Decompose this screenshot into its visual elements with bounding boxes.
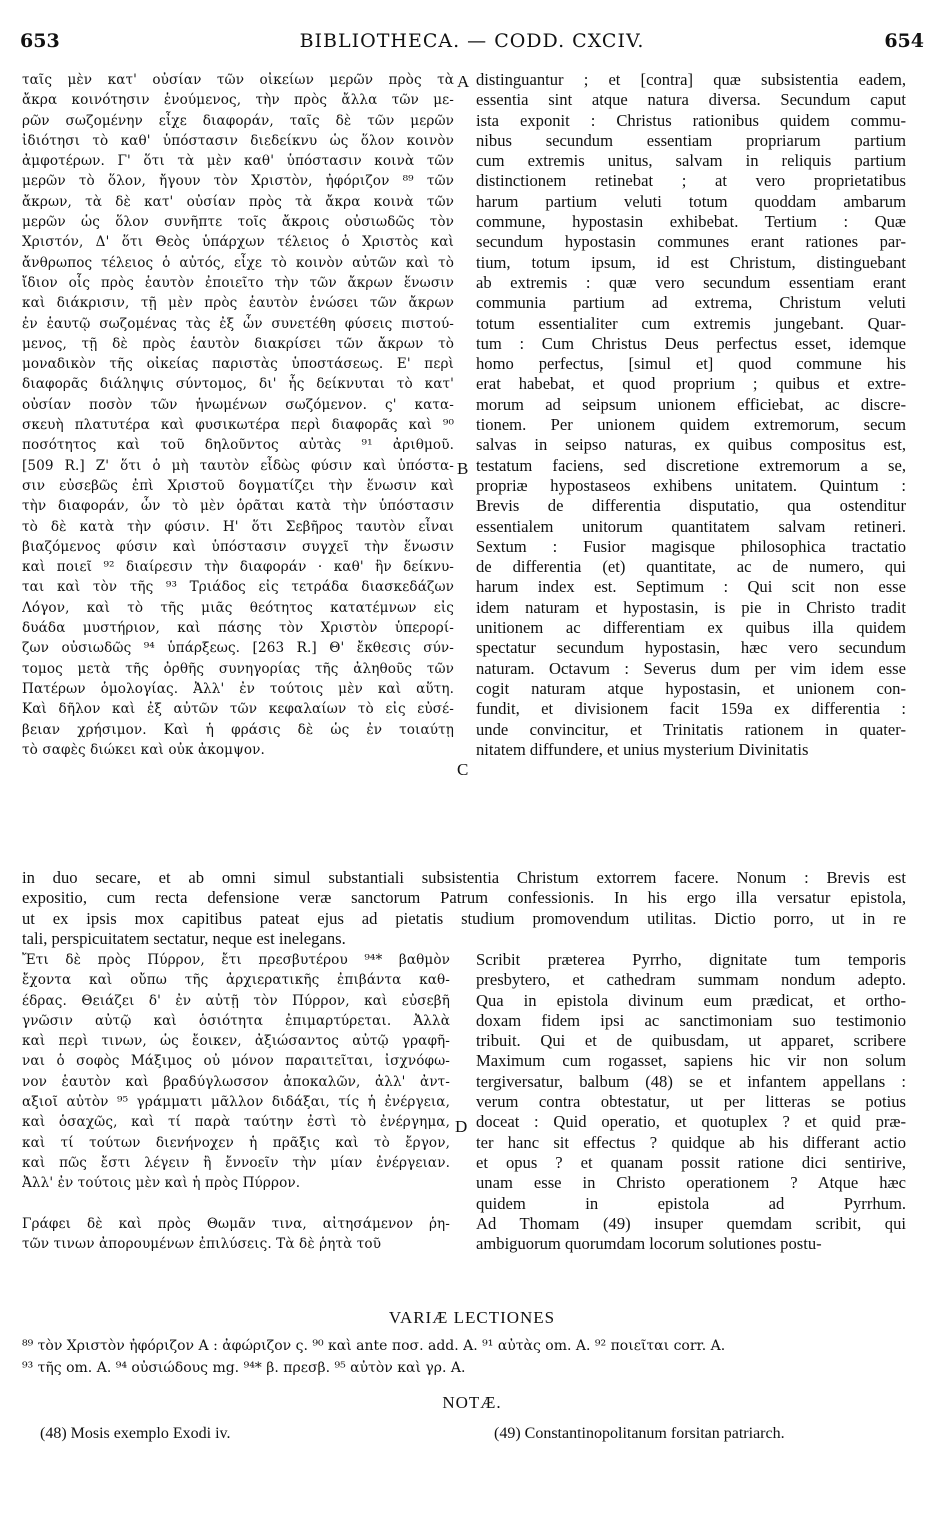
text-line: Maximum cum rogasset, sapiens hic vir non solum [476,1051,906,1071]
text-line: Χριστόν, Δ' ὅτι Θεὸς ὑπάρχων τέλειος ὁ Χριστὸς καὶ [22,234,454,251]
right-page-number: 654 [884,30,924,52]
text-line: μενος, τῇ δὲ πρὸς ἑαυτὸν διακρίσει τῶν ἄκρων τὸ [22,335,454,352]
text-line: ut ex ipsis mox capitibus pateat ejus ad pietatis studium promovendum utilitas. Dictio porro, ut in re [22,908,906,928]
text-line: ἰδιότησι τὸ καθ' ὑπόστασιν διεδείκνυ ὡς ὅλον κοινὸν [22,132,454,149]
greek-column-1 [22,70,454,760]
text-line: ἐν ἑαυτῷ σωζομένας τὰς ἐξ ὧν συνετέθη φύσεις πιστού- [22,315,454,332]
text-line: Ad Thomam (49) insuper quemdam scribit, qui [476,1213,906,1233]
text-line: σιν εὐσεβῶς ἐπὶ Χριστοῦ δογματίζει τὴν ἕνωσιν καὶ [22,477,454,494]
text-line: ναι ὁ σοφὸς Μάξιμος οὐ μόνον παραιτεῖται, ἰσχνόφω- [22,1053,450,1070]
text-line: Ἔτι δὲ πρὸς Πύρρον, ἔτι πρεσβυτέρου ⁹⁴* βαθμὸν [22,952,450,968]
text-line: μερῶν ὡς ὅλον συνῆπτε τοῖς ἄκροις οὐσιωδῶς τὸν [22,214,454,231]
text-line: τὸ δὲ κατὰ τὴν φύσιν. Η' ὅτι Σεβῆρος ταυτὸν εἶναι [22,518,454,535]
text-line: harum index est. Septimum : Qui scit non esse [476,577,906,597]
text-line: expositio, cum recta defensione veræ sanctorum Patrum confessionis. In his ergo illa versatur epistola, [22,888,906,908]
text-line: καὶ πῶς ἔστι λέγειν ἢ ἔννοεῖν τὴν μίαν ἐνέργειαν. [22,1154,450,1171]
text-line: essentialem unitorum quantitatem salvam retineri. [476,516,906,536]
text-line: fundit, et divisionem facit 159a ex differentia : [476,699,906,719]
text-line: ab extremis : quæ vero secundum essentiam erant [476,272,906,292]
text-line: γνῶσιν αὐτῷ καὶ ὁσιότητα ἐπιμαρτύρεται. Ἀλλὰ [22,1012,450,1029]
margin-marker-c: C [457,760,469,779]
text-line: Sextum : Fusior magisque philosophica tractatio [476,536,906,556]
text-line: έδρας. Θειάζει δ' ἐν αὐτῇ τὸν Πύρρον, καὶ εὐσεβῆ [22,992,450,1009]
text-line: nitatem diffundere, et unius mysterium Divinitatis [476,739,809,759]
text-line: tali, perspicuitatem sectatur, neque est inelegans. [22,928,346,948]
notae-title: NOTÆ. [442,1393,502,1412]
text-line: τῶν τινων ἀπορουμένων ἐπιλύσεις. Τὰ δὲ ῥητὰ τοῦ [22,1236,382,1253]
text-line: βιαζόμενος φύσιν καὶ ὑπόστασιν συγχεῖ τὴν ἕνωσιν [22,538,454,555]
text-line: ἔχοντα καὶ οὔπω τῆς ἀρχιερατικῆς ἐπιβάντα καθ- [22,972,450,989]
text-line: tergiversatur, balbum (48) se et infantem appellans : [476,1071,906,1091]
margin-marker-d: D [455,1117,468,1136]
text-line: tionem. Per unionem quidem extremorum, secum [476,415,906,435]
text-line: βειαν χρήσιμον. Καὶ ἡ φράσις δὲ ὡς ἐν τοιαύτῃ [22,721,454,738]
text-line: erat habebat, et quod proprium ; quibus et extre- [476,374,906,394]
text-line: καὶ τί τούτων διενήνοχεν ἡ πρᾶξις καὶ τὸ ἔργον, [22,1134,450,1151]
text-line: ἴδιον οἷς πρὸς ἑαυτὸν ἐποιεῖτο τὴν τῶν ἄκρων ἕνωσιν [22,274,454,291]
text-line: καὶ ποιεῖ ⁹² διαίρεσιν τὴν διαφοράν · καθ' ἣν δείκνυ- [22,559,454,576]
text-line: secundum hypostasin communes erant rationes par- [476,232,906,252]
text-line: αξιοῖ αὐτὸν ⁹⁵ γράμματι μᾶλλον διδάξαι, τίς ἡ ἐνέργεια, [22,1094,450,1111]
text-line: distinctionem retinebat ; at vero proprietatibus [476,171,906,191]
text-line: Ἀλλ' ἐν τούτοις μὲν καὶ ἡ πρὸς Πύρρον. [22,1175,301,1192]
margin-marker-a: A [457,72,470,91]
text-line: quidem in epistola ad Pyrrhum. [476,1193,906,1213]
text-line: Καὶ δῆλον καὶ ἐξ αὐτῶν τῶν κεφαλαίων τὸ εἰς εὐσέ- [22,701,454,718]
text-line: ται καὶ τὸν τῆς ⁹³ Τριάδος εἰς τετράδα διασκεδάζων [22,579,454,596]
variae-lectiones-title: VARIÆ LECTIONES [388,1308,556,1327]
text-line: doxam fidem ipsi ac sanctimoniam suo testimonio [476,1010,906,1030]
text-line: ἄκρα κοινότησιν ἑνούμενος, τὴν πρὸς ἄλλα τῶν με- [22,92,454,109]
margin-marker-b: B [457,459,469,478]
latin-column-1 [476,70,906,760]
text-line: τὴν διαφοράν, ὧν τὸ μὲν ὁρᾶται κατὰ τὴν ὑπόστασιν [22,498,454,515]
variae-line-2: ⁹³ τῆς om. A. ⁹⁴ οὐσιώδους mg. ⁹⁴* β. πρεσβ. ⁹⁵ αὐτὸν καὶ γρ. A. [22,1360,466,1376]
text-line: [509 R.] Ζ' ὅτι ὁ μὴ ταυτὸν εἶδὼς φύσιν καὶ ὑπόστα- [22,457,454,474]
text-line: ἀμφοτέρων. Γ' ὅτι τὰ μὲν καθ' ὑπόστασιν κοινὰ τῶν [22,153,454,170]
text-line: ambiguorum quorumdam locorum solutiones postu- [476,1234,822,1254]
text-line: salvas in seipso naturas, ex quibus compositus est, [476,435,906,455]
text-line: harum partium veluti totum quoddam ambarum [476,191,906,211]
text-line: in duo secare, et ab omni simul substantiali subsistentia Christum extorrem facere. Nonum : Brevis est [22,868,906,887]
text-line: presbytero, et cathedram summam nondum adepto. [476,970,906,990]
text-line: cum extremis unitus, salvam in reliquis partium [476,151,906,171]
note-49: (49) Constantinopolitanum forsitan patriarch. [494,1425,785,1442]
text-line: δυάδα μυστήριον, καὶ πάσης τὸν Χριστὸν ὑπερορί- [22,620,454,637]
text-line: διαφορᾶς διάληψις σύντομος, δι' ἧς δείκνυται τὸ κατ' [22,376,454,393]
text-line: testatum faciens, sed discretione extremorum a se, [476,455,906,475]
running-title: BIBLIOTHECA. — CODD. CXCIV. [299,30,645,52]
text-line: οὐσίαν ποσὸν τῶν ἡνωμένων σωζόμενον. ς' κατα- [22,396,454,413]
text-line: unitionem ac differentiam ex quibus illa quidem [476,618,906,638]
text-line: Λόγον, καὶ τὸ τῆς μιᾶς θεότητος κατατέμνων εἰς [22,599,454,616]
text-line: μερῶν τὸ ὅλον, ἤγουν τὸν Χριστὸν, ἠφόριζον ⁸⁹ τῶν [22,173,454,190]
text-line: naturam. Octavum : Severus dum per vim idem esse [476,658,906,678]
text-line: essentia sint atque natura diversa. Secundum caput [476,90,906,110]
latin-column-2 [476,950,906,1254]
text-line: νον ἑαυτὸν καὶ βραδύγλωσσον ἀποκαλῶν, ἀλλ' ἀντ- [22,1073,450,1090]
greek-column-2 [22,950,450,1254]
text-line: idem naturam et hypostasin, is pie in Christo tradit [476,597,906,617]
text-line: τὸ σαφὲς διώκει καὶ οὐκ ἀκομψον. [22,741,265,758]
text-line: propriæ hypostaseos exhibens unitatem. Quintum : [476,475,906,495]
note-48: (48) Mosis exemplo Exodi iv. [40,1425,231,1442]
text-line: ποσότητος καὶ τοῦ δηλοῦντος αὐτὰς ⁹¹ ἀριθμοῦ. [22,437,454,454]
text-line: ἄκρων, τὰ δὲ κατ' οὐσίαν πρὸς τὰ ἄκρα κοινὰ τῶν [22,193,454,210]
text-line: homo perfectus, [simul et] quod commune his [476,354,906,374]
text-line: totum essentialiter cum extremis jungebant. Quar- [476,313,906,333]
text-line: unam esse in Christo operationem ? Atque hæc [476,1173,906,1193]
text-line: tribuit. Qui et de quibusdam, ut apparet, scribere [476,1031,906,1051]
text-line: morum ad seipsum unionem efficiebat, ac discre- [476,394,906,414]
text-line: verum contra obtestatur, ut per litteras se potius [476,1092,906,1112]
text-line: καὶ διάκρισιν, τῇ μὲν πρὸς ἑαυτὸν ἑνώσει τῶν ἄκρων [22,295,454,312]
text-line: καὶ περὶ τινων, ὡς ἔοικεν, ἀξιώσαντος αὐτῷ γραφῆ- [22,1033,450,1050]
text-line: et opus ? et quanam possit ratione dici sentirive, [476,1152,906,1172]
text-line: ἄνθρωπος τέλειος ὁ αὐτός, εἶχε τὸ κοινὸν αὐτῶν καὶ τὸ [22,254,454,271]
text-line: unde convincitur, et Trinitatis rationem in quater- [476,719,906,739]
text-line: ρῶν σωζομένην εἶχε διαφοράν, ταῖς δὲ τῶν μερῶν [22,112,454,129]
text-line: ταῖς μὲν κατ' οὐσίαν τῶν οἰκείων μερῶν πρὸς τὰ [22,72,454,88]
text-line: cogit naturam atque hypostasin, et unionem con- [476,678,906,698]
text-line: commune, hypostasin exhibebat. Tertium : Quæ [476,212,906,232]
text-line: ter hanc sit effectus ? quidque ab his differant actio [476,1132,906,1152]
text-line: καὶ ὁσαχῶς, καὶ τί παρὰ ταύτην ἐστὶ τὸ ἐνέργημα, [22,1114,450,1131]
text-line: σκευὴ πλατυτέρα καὶ φυσικωτέρα περὶ διαφορᾶς καὶ ⁹⁰ [22,417,454,434]
text-line: de differentia (et) quantitate, ac de numero, qui [476,557,906,577]
text-line: ζων οὐσιωδῶς ⁹⁴ ὑπάρξεως. [263 R.] Θ' ἔκθεσις σύν- [22,640,454,657]
text-line: Qua in epistola divinum eum prædicat, et ortho- [476,990,906,1010]
running-header [20,30,924,58]
left-page-number: 653 [20,30,60,52]
text-line: Γράφει δὲ καὶ πρὸς Θωμᾶν τινα, αἰτησάμενον ῥη- [22,1215,450,1232]
text-line: spectatur secundum hypostasin, hæc vero secundum [476,638,906,658]
text-line [22,1194,450,1214]
full-width-paragraph [22,868,906,949]
text-line: tum : Cum Christus Deus perfectus esset, idemque [476,333,906,353]
text-line: ista exponit : Christus rationibus quidem commu- [476,110,906,130]
text-line: Πατέρων ὁμολογίας. Ἀλλ' ἐν τούτοις μὲν καὶ αὕτη. [22,680,454,697]
text-line: nibus secundum essentiam propriarum partium [476,130,906,150]
variae-line-1: ⁸⁹ τὸν Χριστὸν ἠφόριζον A : ἀφώριζον ς. ⁹⁰ καὶ ante ποσ. add. A. ⁹¹ αὐτὰς om. A. ⁹² ποιεῖται corr. A. [22,1338,726,1354]
text-line: tium, totum ipsum, id est Christum, distinguebant [476,252,906,272]
text-line: doceat : Quid operatio, et quotuplex ? et quid præ- [476,1112,906,1132]
text-line: distinguantur ; et [contra] quæ subsistentia eadem, [476,70,906,89]
text-line: Scribit præterea Pyrrho, dignitate tum temporis [476,950,906,969]
text-line: τομος μετὰ τῆς ὀρθῆς συνηγορίας τῆς ἀληθοῦς τῶν [22,660,454,677]
text-line: μοναδικὸν τῆς οἰκείας παριστὰς ὑποστάσεως. Ε' περὶ [22,356,454,373]
text-line: communia partium ad extrema, Christum veluti [476,293,906,313]
text-line: Brevis de differentia disputatio, qua ostenditur [476,496,906,516]
